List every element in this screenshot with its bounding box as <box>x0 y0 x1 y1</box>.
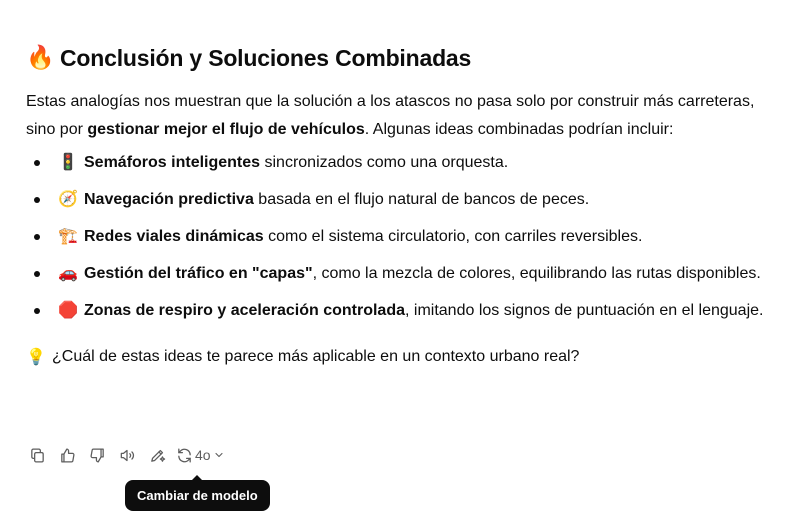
item-bold: Navegación predictiva <box>84 191 254 208</box>
item-bold: Gestión del tráfico en "capas" <box>84 265 313 282</box>
car-icon: 🚗 <box>58 263 78 282</box>
copy-icon <box>29 447 46 464</box>
closing-question <box>26 343 786 371</box>
list-item <box>26 296 786 325</box>
item-bold: Semáforos inteligentes <box>84 154 261 171</box>
item-bold: Zonas de respiro y aceleración controlada <box>84 302 405 319</box>
stop-sign-icon: 🛑 <box>58 300 78 319</box>
chevron-down-icon <box>213 449 225 461</box>
regenerate-icon <box>176 447 193 464</box>
read-aloud-icon <box>118 447 136 464</box>
thumbs-up-icon <box>59 447 76 464</box>
thumbs-down-icon <box>89 447 106 464</box>
fire-icon: 🔥 <box>26 45 55 71</box>
message-content <box>26 40 786 371</box>
ideas-list <box>26 148 786 325</box>
bullet <box>34 197 40 203</box>
intro-text-start: Estas analogías nos muestran que la solución a los atascos no pasa solo por construir más carreteras, sino por <box>26 93 755 138</box>
list-item <box>26 185 786 214</box>
thumbs-down-button[interactable] <box>86 444 108 466</box>
tooltip: Cambiar de modelo <box>125 480 270 511</box>
copy-button[interactable] <box>26 444 48 466</box>
list-item <box>26 148 786 177</box>
traffic-light-icon: 🚦 <box>58 152 78 171</box>
item-text: , como la mezcla de colores, equilibrando las rutas disponibles. <box>312 265 761 282</box>
intro-text-end: . Algunas ideas combinadas podrían incluir: <box>364 121 674 138</box>
switch-model-button[interactable] <box>176 444 225 466</box>
item-text: sincronizados como una orquesta. <box>260 154 509 171</box>
model-label: 4o <box>195 447 211 463</box>
item-text: basada en el flujo natural de bancos de peces. <box>253 191 590 208</box>
heading-text: Conclusión y Soluciones Combinadas <box>60 45 472 71</box>
bullet <box>34 271 40 277</box>
edit-button[interactable] <box>146 444 168 466</box>
intro-bold: gestionar mejor el flujo de vehículos <box>87 121 365 138</box>
light-bulb-icon: 💡 <box>26 347 46 366</box>
list-item <box>26 222 786 251</box>
bullet <box>34 234 40 240</box>
thumbs-up-button[interactable] <box>56 444 78 466</box>
construction-icon: 🏗️ <box>58 226 78 245</box>
item-bold: Redes viales dinámicas <box>84 228 264 245</box>
section-heading <box>26 40 786 76</box>
item-text: , imitando los signos de puntuación en el lenguaje. <box>405 302 764 319</box>
intro-paragraph <box>26 88 786 144</box>
bullet <box>34 308 40 314</box>
list-item <box>26 259 786 288</box>
item-text: como el sistema circulatorio, con carriles reversibles. <box>263 228 643 245</box>
read-aloud-button[interactable] <box>116 444 138 466</box>
message-actions <box>26 444 225 466</box>
bullet <box>34 160 40 166</box>
question-text: ¿Cuál de estas ideas te parece más aplicable en un contexto urbano real? <box>52 348 580 365</box>
compass-icon: 🧭 <box>58 189 78 208</box>
edit-icon <box>149 447 166 464</box>
